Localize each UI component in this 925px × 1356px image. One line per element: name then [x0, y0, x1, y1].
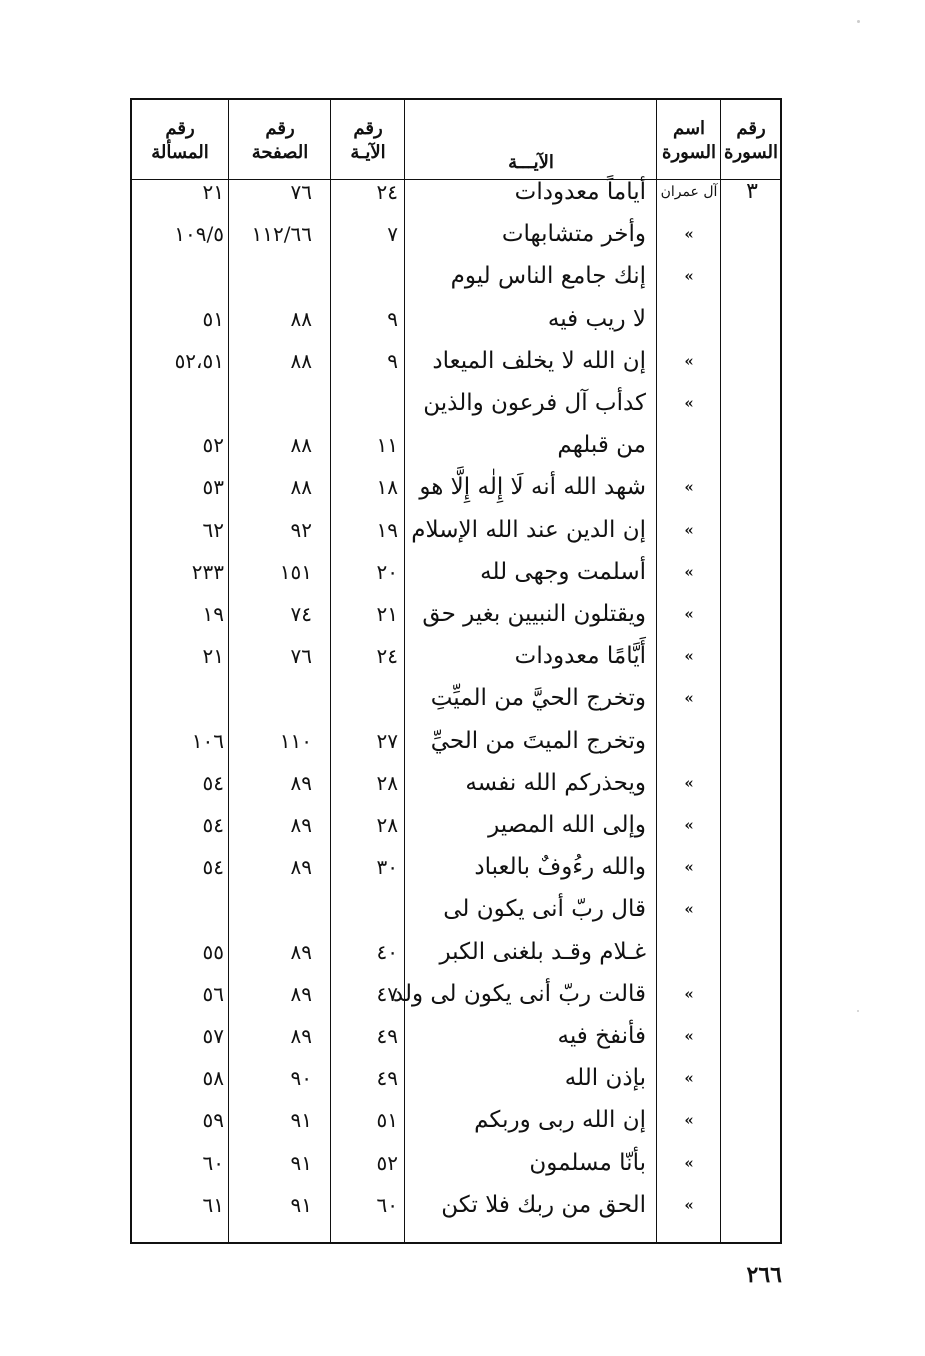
cell-surah-name [658, 424, 720, 466]
cell-surah-name: » [684, 605, 694, 623]
cell-page-number [230, 677, 312, 719]
cell-ayah-text: أياماً معدودات [514, 179, 646, 205]
cell-surah-number [724, 466, 780, 508]
cell-ayah-number [332, 382, 398, 424]
cell-page-number: ٩١ [290, 1108, 312, 1133]
cell-ayah-text: ويحذركم الله نفسه [465, 769, 646, 796]
cell-ayah-number: ٢١ [376, 602, 398, 626]
cell-surah-name: » [684, 773, 694, 792]
header-surah-number-line2: السورة [724, 142, 778, 163]
table-row [132, 213, 780, 255]
cell-ayah-text: قال ربّ أنى يكون لى [443, 896, 646, 923]
header-page-number-line2: الصفحة [251, 142, 309, 163]
table-row [132, 551, 780, 593]
cell-ayah-number [332, 255, 398, 297]
cell-issue-number: ٥٤ [202, 813, 224, 837]
table-row [132, 593, 780, 635]
cell-issue-number: ٢٣٣ [191, 559, 224, 584]
table-row [132, 509, 780, 551]
cell-ayah-number: ١٩ [376, 517, 398, 542]
cell-issue-number: ٥٢ [202, 433, 224, 458]
cell-surah-number [724, 298, 780, 340]
cell-ayah-number: ٢٠ [376, 559, 398, 584]
table-row [132, 677, 780, 719]
page-number: ٢٦٦ [746, 1262, 782, 1288]
cell-ayah-text: إنك جامع الناس ليوم [450, 263, 646, 290]
cell-issue-number: ٦٢ [202, 517, 224, 542]
header-ayah-number-line2: الآيـة [350, 142, 386, 163]
cell-page-number: ٧٦ [290, 180, 312, 204]
cell-surah-name: » [684, 225, 694, 244]
table-row [132, 846, 780, 888]
cell-page-number: ٨٨ [290, 475, 312, 500]
scan-speck [857, 20, 860, 23]
cell-surah-number [724, 888, 780, 930]
cell-surah-name: » [684, 1027, 694, 1045]
header-surah-name [658, 106, 720, 176]
cell-surah-number [724, 424, 780, 466]
cell-ayah-number: ١٨ [376, 475, 398, 500]
cell-surah-number [724, 1142, 780, 1184]
cell-page-number: ١١٠ [279, 728, 312, 753]
cell-ayah-number: ٣٠ [376, 855, 398, 880]
cell-ayah-number: ٤٧ [376, 981, 398, 1006]
table-row [132, 888, 780, 930]
cell-ayah-text: ويقتلون النبيين بغير حق [422, 601, 646, 627]
cell-ayah-number: ٥٢ [376, 1150, 398, 1175]
cell-surah-number [724, 551, 780, 593]
cell-ayah-text: والله رءُوفٌ بالعباد [474, 854, 646, 881]
cell-ayah-text: إن الدين عند الله الإسلام [411, 516, 646, 543]
table-row [132, 1099, 780, 1141]
cell-issue-number: ٢١ [202, 180, 224, 204]
cell-surah-name: » [684, 1153, 694, 1172]
cell-page-number: ٩١ [290, 1192, 312, 1217]
table-row [132, 1142, 780, 1184]
cell-surah-number [724, 593, 780, 635]
table-row [132, 466, 780, 508]
cell-surah-number [724, 677, 780, 719]
table-row [132, 973, 780, 1015]
cell-ayah-text: إن الله ربى وربكم [474, 1107, 646, 1134]
table-row [132, 382, 780, 424]
cell-surah-number [724, 635, 780, 677]
cell-surah-number [724, 1015, 780, 1057]
cell-page-number: ٧٤ [290, 602, 312, 626]
cell-ayah-text: وأخر متشابهات [501, 221, 646, 248]
table-row [132, 762, 780, 804]
cell-surah-number [724, 1099, 780, 1141]
cell-issue-number: ٥١ [202, 306, 224, 331]
cell-page-number: ٨٩ [290, 855, 312, 880]
cell-surah-name: » [684, 689, 694, 708]
cell-ayah-text: من قبلهم [557, 432, 646, 459]
cell-ayah-text: الحق من ربك فلا تكن [441, 1191, 646, 1218]
cell-surah-number [724, 255, 780, 297]
table-row [132, 1184, 780, 1226]
cell-page-number: ٨٩ [290, 1024, 312, 1048]
cell-issue-number: ٥٧ [202, 1024, 224, 1048]
cell-issue-number: ٥٥ [202, 939, 224, 964]
cell-surah-number [724, 846, 780, 888]
cell-page-number [230, 255, 312, 297]
header-issue-number-line1: رقم [165, 118, 195, 139]
cell-page-number: ٨٩ [290, 981, 312, 1006]
cell-ayah-number: ٩ [387, 306, 398, 331]
cell-issue-number: ٢١ [202, 644, 224, 669]
header-ayah-number-line1: رقم [353, 118, 383, 139]
cell-issue-number: ٥٩ [202, 1108, 224, 1133]
table-row [132, 720, 780, 762]
table-row [132, 635, 780, 677]
table-row [132, 1015, 780, 1057]
cell-ayah-number: ٤٩ [376, 1024, 398, 1048]
cell-surah-name: » [684, 1069, 694, 1088]
table-row [132, 931, 780, 973]
cell-surah-number [724, 973, 780, 1015]
cell-ayah-number: ٧ [387, 222, 398, 247]
index-table [130, 98, 782, 1244]
cell-surah-name [658, 298, 720, 340]
header-issue-number [132, 106, 228, 176]
cell-ayah-number: ٩ [387, 348, 398, 373]
cell-page-number: ٨٨ [290, 306, 312, 331]
cell-issue-number: ١٠٩/٥ [174, 222, 224, 247]
header-surah-number-line1: رقم [736, 118, 766, 139]
cell-ayah-text: غـلام وقـد بلغنى الكبر [439, 938, 646, 965]
cell-ayah-text: شهد الله أنه لَا إِلٰه إِلَّا هو [419, 474, 646, 501]
cell-issue-number: ٥٤ [202, 855, 224, 880]
cell-issue-number: ٦١ [202, 1192, 224, 1217]
cell-surah-name: » [684, 520, 694, 539]
cell-ayah-text: كدأب آل فرعون والذين [423, 390, 646, 416]
cell-surah-name: » [684, 858, 694, 877]
cell-issue-number: ٥٣ [202, 475, 224, 500]
cell-page-number [230, 888, 312, 930]
cell-page-number: ٨٩ [290, 939, 312, 964]
cell-ayah-number: ٢٤ [376, 180, 398, 204]
cell-page-number [230, 382, 312, 424]
cell-ayah-text: أَيَّامًا معدودات [514, 643, 646, 670]
cell-surah-name: » [684, 1195, 694, 1214]
header-surah-name-line2: السورة [662, 142, 716, 163]
cell-ayah-number: ٢٨ [376, 770, 398, 795]
cell-page-number: ١١٢/٦٦ [251, 222, 312, 247]
cell-surah-number [724, 1184, 780, 1226]
cell-issue-number: ٥٨ [202, 1066, 224, 1091]
cell-ayah-text: فأنفخ فيه [557, 1023, 646, 1049]
cell-surah-name: » [684, 562, 694, 581]
cell-ayah-number [332, 677, 398, 719]
cell-surah-number [724, 340, 780, 382]
cell-ayah-number: ٦٠ [376, 1192, 398, 1217]
cell-surah-name: » [684, 816, 694, 834]
cell-surah-name: » [684, 351, 694, 370]
cell-ayah-text: وتخرج الميتَ من الحيِّ [430, 727, 646, 754]
cell-ayah-number: ٤٠ [376, 939, 398, 964]
header-surah-number [722, 106, 780, 176]
cell-ayah-number: ٥١ [376, 1108, 398, 1133]
cell-page-number: ٩١ [290, 1150, 312, 1175]
cell-surah-number [724, 720, 780, 762]
cell-issue-number: ٥٢،٥١ [174, 348, 224, 373]
cell-surah-name: آل عمران [660, 184, 718, 200]
cell-surah-number [724, 213, 780, 255]
header-ayah-text-label: الآيـــة [508, 152, 554, 173]
cell-surah-name: » [684, 900, 694, 919]
table-row [132, 340, 780, 382]
table-row [132, 255, 780, 297]
cell-issue-number [136, 255, 224, 297]
cell-ayah-text: بإذن الله [564, 1065, 646, 1092]
header-page-number [230, 106, 330, 176]
cell-ayah-text: إن الله لا يخلف الميعاد [432, 347, 646, 374]
cell-surah-name: » [684, 1111, 694, 1130]
table-row [132, 804, 780, 846]
cell-surah-number [724, 804, 780, 846]
cell-surah-name: » [684, 647, 694, 666]
cell-ayah-text: لا ريب فيه [547, 305, 646, 332]
cell-surah-name [658, 931, 720, 973]
cell-page-number: ٨٨ [290, 433, 312, 458]
cell-page-number: ٨٩ [290, 813, 312, 837]
cell-ayah-number: ١١ [376, 433, 398, 458]
cell-surah-number: ٣ [746, 179, 758, 204]
table-row [132, 298, 780, 340]
cell-ayah-text: أسلمت وجهى لله [480, 558, 646, 585]
cell-page-number: ٧٦ [290, 644, 312, 669]
cell-ayah-number: ٢٧ [376, 728, 398, 753]
cell-ayah-number: ٤٩ [376, 1066, 398, 1091]
header-surah-name-line1: اسم [672, 118, 706, 139]
cell-issue-number [136, 382, 224, 424]
cell-ayah-number: ٢٤ [376, 644, 398, 669]
cell-surah-name: » [684, 394, 694, 412]
cell-surah-number [724, 509, 780, 551]
cell-page-number: ٩٠ [290, 1066, 312, 1091]
table-row [132, 424, 780, 466]
cell-surah-number [724, 1057, 780, 1099]
cell-issue-number [136, 677, 224, 719]
scan-speck [857, 1010, 859, 1012]
cell-page-number: ٨٨ [290, 348, 312, 373]
cell-issue-number: ١٠٦ [191, 728, 224, 753]
cell-surah-number [724, 762, 780, 804]
cell-issue-number: ١٩ [202, 602, 224, 626]
cell-surah-name: » [684, 478, 694, 497]
table-row [132, 171, 780, 213]
cell-page-number: ٩٢ [290, 517, 312, 542]
table-row [132, 1057, 780, 1099]
cell-ayah-text: بأنّا مسلمون [529, 1149, 646, 1176]
cell-surah-number [724, 382, 780, 424]
cell-surah-name [658, 720, 720, 762]
cell-surah-number [724, 931, 780, 973]
cell-ayah-text: وإلى الله المصير [488, 812, 646, 838]
header-issue-number-line2: المسألة [151, 142, 209, 163]
cell-surah-name: » [684, 267, 694, 286]
header-ayah-number [332, 106, 404, 176]
cell-issue-number: ٦٠ [202, 1150, 224, 1175]
cell-ayah-number: ٢٨ [376, 813, 398, 837]
cell-issue-number: ٥٤ [202, 770, 224, 795]
header-page-number-line1: رقم [265, 118, 295, 139]
cell-surah-name: » [684, 984, 694, 1003]
cell-issue-number [136, 888, 224, 930]
cell-page-number: ١٥١ [279, 559, 312, 584]
cell-ayah-number [332, 888, 398, 930]
cell-ayah-text: وتخرج الحيَّ من الميِّتِ [430, 685, 646, 712]
cell-ayah-text: قالت ربّ أنى يكون لى ولد [392, 980, 646, 1007]
cell-issue-number: ٥٦ [202, 981, 224, 1006]
cell-page-number: ٨٩ [290, 770, 312, 795]
